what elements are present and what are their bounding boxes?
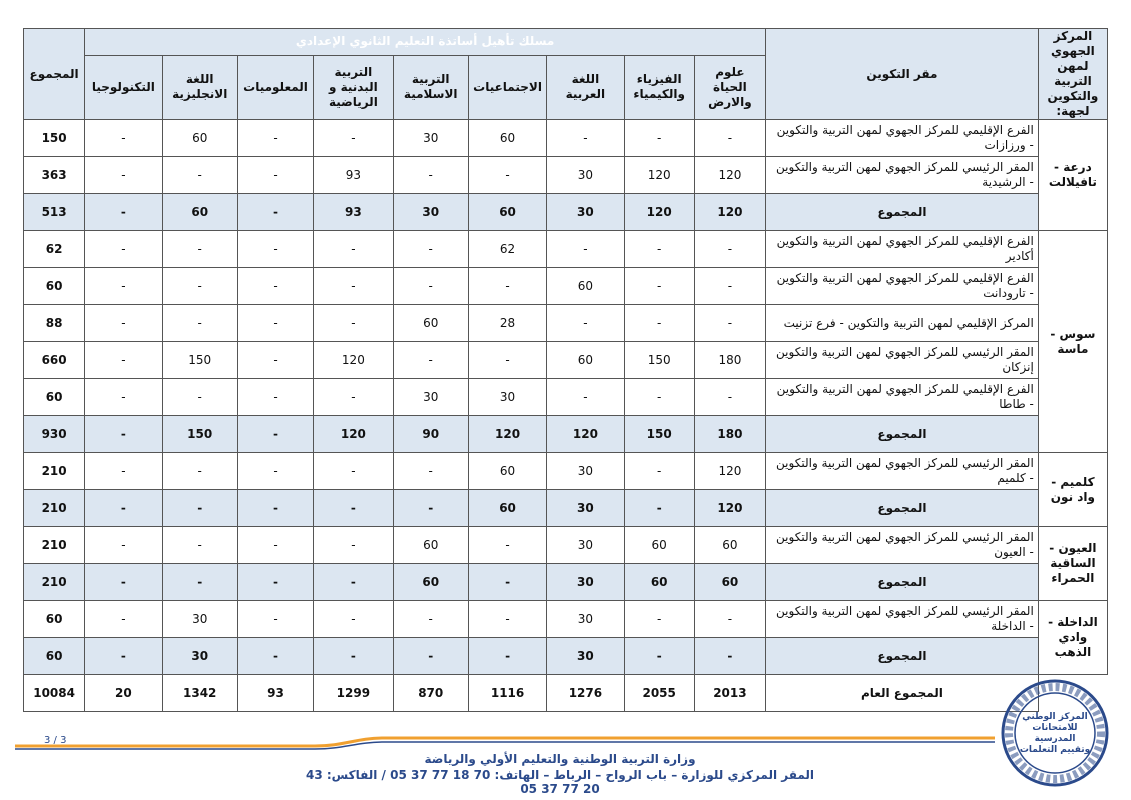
grand-total-cell: 2013 [694, 675, 765, 712]
footer-ministry: وزارة التربية الوطنية والتعليم الأولي والرياضة [424, 752, 696, 766]
subtotal-cell: - [237, 490, 313, 527]
subtotal-cell: 30 [547, 564, 624, 601]
page-number: 3 / 3 [44, 735, 67, 746]
subtotal-label: المجموع [766, 564, 1039, 601]
subtotal-cell: 60 [694, 564, 765, 601]
footer-address: المقر المركزي للوزارة – باب الرواح – الرباط – الهاتف: 70 18 77 37 05 / الفاكس: 43 20 77 37 05 [305, 768, 815, 796]
training-center: الفرع الإقليمي للمركز الجهوي لمهن التربية والتكوين - طاطا [766, 379, 1039, 416]
table-row [24, 527, 1108, 564]
subtotal-cell: 120 [694, 194, 765, 231]
table-cell: 30 [393, 379, 468, 416]
subtotal-cell: - [237, 638, 313, 675]
row-total: 210 [24, 453, 85, 490]
table-cell: - [85, 342, 162, 379]
table-cell: 30 [162, 601, 237, 638]
table-cell: 60 [162, 120, 237, 157]
table-cell: - [694, 379, 765, 416]
row-total: 60 [24, 268, 85, 305]
table-cell: - [624, 120, 694, 157]
row-total: 210 [24, 527, 85, 564]
table-cell: - [162, 379, 237, 416]
table-cell: 120 [694, 157, 765, 194]
subtotal-row [24, 416, 1108, 453]
table-cell: - [162, 157, 237, 194]
grand-total-cell: 20 [85, 675, 162, 712]
subtotal-cell: - [314, 490, 393, 527]
grand-total-cell: 1342 [162, 675, 237, 712]
training-center: المقر الرئيسي للمركز الجهوي لمهن التربية والتكوين - الداخلة [766, 601, 1039, 638]
seal-text [1018, 712, 1092, 756]
table-cell: - [624, 231, 694, 268]
subtotal-cell: - [314, 638, 393, 675]
table-cell: 62 [468, 231, 546, 268]
table-cell: 60 [624, 527, 694, 564]
subject-header: المعلوميات [237, 55, 313, 119]
results-table [23, 28, 1108, 712]
table-cell: 30 [547, 601, 624, 638]
subtotal-total: 930 [24, 416, 85, 453]
subtotal-cell: 30 [393, 194, 468, 231]
region-name: العيون - الساقية الحمراء [1038, 527, 1107, 601]
table-cell: - [237, 379, 313, 416]
subtotal-cell: - [85, 564, 162, 601]
subtotal-row [24, 638, 1108, 675]
table-cell: - [237, 120, 313, 157]
subject-header: التربية البدنية و الرياضية [314, 55, 393, 119]
center-col-header: مقر التكوين [766, 29, 1039, 120]
subtotal-label: المجموع [766, 194, 1039, 231]
table-cell: - [393, 231, 468, 268]
table-cell: - [624, 601, 694, 638]
table-cell: - [624, 305, 694, 342]
grand-total-label: المجموع العام [766, 675, 1039, 712]
table-cell: - [85, 120, 162, 157]
training-center: المقر الرئيسي للمركز الجهوي لمهن التربية والتكوين - كلميم [766, 453, 1039, 490]
subject-header: التكنولوجيا [85, 55, 162, 119]
table-cell: 30 [547, 453, 624, 490]
training-center: الفرع الإقليمي للمركز الجهوي لمهن التربية والتكوين - ورزازات [766, 120, 1039, 157]
table-cell: - [468, 342, 546, 379]
grand-total-cell: 1299 [314, 675, 393, 712]
training-center: المقر الرئيسي للمركز الجهوي لمهن التربية والتكوين إنزكان [766, 342, 1039, 379]
table-cell: - [468, 527, 546, 564]
table-cell: 30 [547, 527, 624, 564]
table-cell: - [314, 120, 393, 157]
subtotal-cell: 30 [547, 638, 624, 675]
table-cell: - [314, 231, 393, 268]
table-cell: - [237, 268, 313, 305]
table-cell: - [237, 601, 313, 638]
table-cell: - [237, 305, 313, 342]
table-cell: - [393, 453, 468, 490]
subtotal-cell: 90 [393, 416, 468, 453]
subtotal-total: 210 [24, 564, 85, 601]
row-total: 660 [24, 342, 85, 379]
subject-header: الفيزياء والكيمياء [624, 55, 694, 119]
subtotal-cell: - [85, 194, 162, 231]
subtotal-label: المجموع [766, 416, 1039, 453]
region-name: الداخلة - وادي الذهب [1038, 601, 1107, 675]
table-cell: - [237, 527, 313, 564]
table-cell: - [85, 231, 162, 268]
table-cell: 120 [624, 157, 694, 194]
grand-total-cell: 2055 [624, 675, 694, 712]
table-cell: - [162, 231, 237, 268]
subtotal-cell: 60 [162, 194, 237, 231]
table-cell: - [85, 379, 162, 416]
subtotal-cell: - [624, 490, 694, 527]
table-cell: - [468, 601, 546, 638]
table-cell: - [237, 231, 313, 268]
table-cell: - [547, 379, 624, 416]
subtotal-cell: - [468, 564, 546, 601]
subtotal-total: 60 [24, 638, 85, 675]
region-name: درعة - تافيلالت [1038, 120, 1107, 231]
table-cell: - [162, 268, 237, 305]
seal-line-3: وتقييم التعلمات [1019, 745, 1091, 755]
region-col-header: المركز الجهوي لمهن التربية والتكوين لجهة: [1038, 29, 1107, 120]
subtotal-label: المجموع [766, 638, 1039, 675]
subtotal-cell: - [624, 638, 694, 675]
grand-total-cell: 1116 [468, 675, 546, 712]
table-cell: 120 [694, 453, 765, 490]
table-cell: - [314, 268, 393, 305]
table-cell: - [314, 601, 393, 638]
subtotal-cell: - [393, 638, 468, 675]
subtotal-cell: 93 [314, 194, 393, 231]
table-cell: - [694, 305, 765, 342]
subtotal-cell: 60 [468, 490, 546, 527]
table-cell: - [85, 453, 162, 490]
table-cell: - [314, 453, 393, 490]
table-cell: - [624, 453, 694, 490]
table-cell: - [547, 305, 624, 342]
table-cell: - [162, 305, 237, 342]
total-col-header: المجموع [24, 29, 85, 120]
table-cell: 28 [468, 305, 546, 342]
table-cell: - [85, 157, 162, 194]
table-cell: - [237, 342, 313, 379]
subtotal-cell: - [314, 564, 393, 601]
table-cell: - [694, 120, 765, 157]
subtotal-cell: 60 [624, 564, 694, 601]
subtotal-cell: 30 [547, 490, 624, 527]
table-cell: 60 [547, 268, 624, 305]
table-cell: - [694, 268, 765, 305]
table-cell: - [85, 268, 162, 305]
grand-total-cell: 1276 [547, 675, 624, 712]
table-cell: 60 [694, 527, 765, 564]
subtotal-row [24, 564, 1108, 601]
subtotal-total: 210 [24, 490, 85, 527]
subtotal-cell: 60 [393, 564, 468, 601]
subtotal-cell: 120 [624, 194, 694, 231]
subtotal-cell: - [237, 194, 313, 231]
table-cell: - [393, 157, 468, 194]
subtotal-cell: - [85, 416, 162, 453]
table-cell: 60 [547, 342, 624, 379]
subtotal-cell: 60 [468, 194, 546, 231]
seal-line-1: المركز الوطني [1022, 712, 1088, 722]
subtotal-cell: - [237, 416, 313, 453]
table-cell: - [393, 601, 468, 638]
table-cell: - [694, 601, 765, 638]
subtotal-cell: - [694, 638, 765, 675]
subject-header: التربية الاسلامية [393, 55, 468, 119]
table-cell: 60 [468, 453, 546, 490]
subject-header: الاجتماعيات [468, 55, 546, 119]
table-row [24, 379, 1108, 416]
training-center: الفرع الإقليمي للمركز الجهوي لمهن التربية والتكوين - تارودانت [766, 268, 1039, 305]
grand-total-cell: 870 [393, 675, 468, 712]
table-cell: - [393, 268, 468, 305]
table-cell: - [162, 453, 237, 490]
footer-wave-decoration [15, 732, 995, 754]
table-cell: - [314, 527, 393, 564]
table-row [24, 231, 1108, 268]
table-cell: - [393, 342, 468, 379]
table-cell: 93 [314, 157, 393, 194]
table-cell: - [237, 453, 313, 490]
table-row [24, 120, 1108, 157]
region-name: كلميم - واد نون [1038, 453, 1107, 527]
table-cell: - [547, 231, 624, 268]
table-cell: 60 [393, 527, 468, 564]
table-cell: - [314, 305, 393, 342]
subtotal-cell: 120 [314, 416, 393, 453]
subject-header: علوم الحياة والارض [694, 55, 765, 119]
table-cell: - [85, 601, 162, 638]
subject-header: اللغة العربية [547, 55, 624, 119]
training-center: المركز الإقليمي لمهن التربية والتكوين - فرع تزنيت [766, 305, 1039, 342]
table-cell: 120 [314, 342, 393, 379]
subtotal-cell: 150 [162, 416, 237, 453]
subject-header: اللغة الانجليزية [162, 55, 237, 119]
table-row [24, 305, 1108, 342]
row-total: 88 [24, 305, 85, 342]
grand-total-sum: 10084 [24, 675, 85, 712]
subtotal-cell: 30 [547, 194, 624, 231]
table-cell: 60 [393, 305, 468, 342]
subtotal-row [24, 194, 1108, 231]
subtotal-cell: - [237, 564, 313, 601]
table-cell: 150 [162, 342, 237, 379]
table-cell: - [468, 268, 546, 305]
subtotal-cell: 180 [694, 416, 765, 453]
table-cell: - [237, 157, 313, 194]
subtotal-cell: - [468, 638, 546, 675]
row-total: 62 [24, 231, 85, 268]
program-group-header: مسلك تأهيل أساتذة التعليم الثانوي الإعدادي [85, 29, 766, 56]
subtotal-cell: 120 [547, 416, 624, 453]
table-cell: 150 [624, 342, 694, 379]
subtotal-cell: - [393, 490, 468, 527]
training-center: المقر الرئيسي للمركز الجهوي لمهن التربية والتكوين - العيون [766, 527, 1039, 564]
table-cell: - [694, 231, 765, 268]
subtotal-row [24, 490, 1108, 527]
row-total: 150 [24, 120, 85, 157]
table-row [24, 453, 1108, 490]
grand-total-row [24, 675, 1108, 712]
table-row [24, 268, 1108, 305]
training-center: الفرع الإقليمي للمركز الجهوي لمهن التربية والتكوين أكادير [766, 231, 1039, 268]
row-total: 60 [24, 601, 85, 638]
table-cell: - [85, 527, 162, 564]
table-row [24, 342, 1108, 379]
table-cell: - [314, 379, 393, 416]
table-cell: - [468, 157, 546, 194]
table-cell: 30 [547, 157, 624, 194]
subtotal-cell: - [85, 638, 162, 675]
seal-line-2: للامتحانات المدرسية [1032, 723, 1078, 744]
table-cell: - [85, 305, 162, 342]
region-name: سوس - ماسة [1038, 231, 1107, 453]
subtotal-total: 513 [24, 194, 85, 231]
row-total: 60 [24, 379, 85, 416]
subtotal-label: المجموع [766, 490, 1039, 527]
table-row [24, 601, 1108, 638]
table-cell: 30 [393, 120, 468, 157]
subtotal-cell: 30 [162, 638, 237, 675]
subtotal-cell: 120 [694, 490, 765, 527]
subtotal-cell: 120 [468, 416, 546, 453]
subtotal-cell: - [162, 564, 237, 601]
table-cell: - [162, 527, 237, 564]
table-cell: 180 [694, 342, 765, 379]
table-cell: - [624, 379, 694, 416]
subtotal-cell: - [85, 490, 162, 527]
table-cell: - [547, 120, 624, 157]
grand-total-cell: 93 [237, 675, 313, 712]
row-total: 363 [24, 157, 85, 194]
table-cell: 30 [468, 379, 546, 416]
table-row [24, 157, 1108, 194]
subtotal-cell: - [162, 490, 237, 527]
subtotal-cell: 150 [624, 416, 694, 453]
table-cell: 60 [468, 120, 546, 157]
training-center: المقر الرئيسي للمركز الجهوي لمهن التربية والتكوين - الرشيدية [766, 157, 1039, 194]
table-cell: - [624, 268, 694, 305]
